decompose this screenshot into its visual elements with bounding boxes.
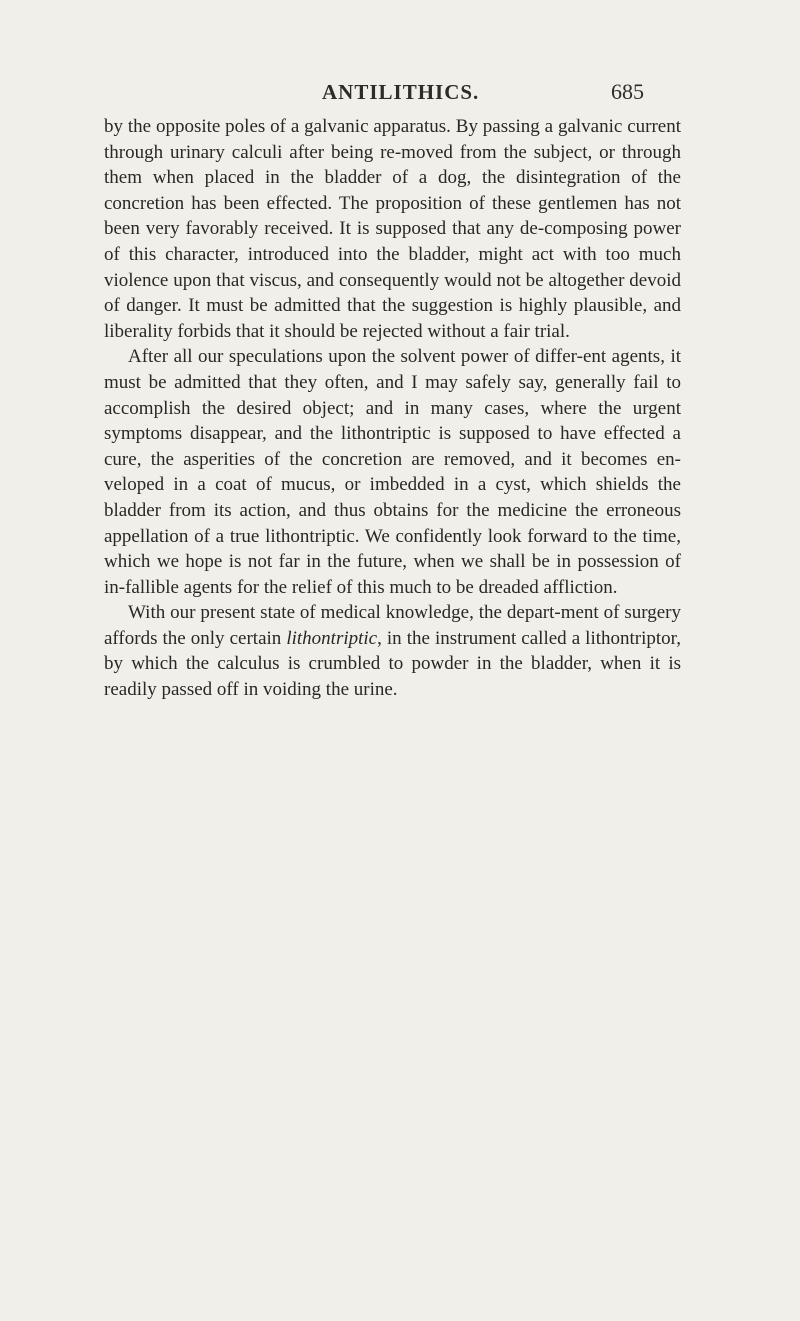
page-number: 685 (611, 79, 644, 104)
paragraph-3 (104, 600, 681, 702)
body-text (104, 114, 681, 703)
paragraph-3-italic-term: lithontriptic (286, 627, 378, 649)
paragraph-3-text-after: , in the instrument called a lithontriptor, by which the calculus is crumbled to powder in the bladder, when it is readily passed off in voiding the urine. (104, 627, 681, 701)
paragraph-1: by the opposite poles of a galvanic apparatus. By passing a galvanic current through urinary calculi after being re-moved from the subject, or through them when placed in the bladder of a dog, the disintegration of the concretion has been effected. The proposition of these gentlemen has not been very favorably received. It is supposed that any de-composing power of this character, introduced into the bladder, might act with too much violence upon that viscus, and consequently would not be altogether devoid of danger. It must be admitted that the suggestion is highly plausible, and liberality forbids that it should be rejected without a fair trial. (104, 116, 681, 342)
running-head: ANTILITHICS. (322, 80, 480, 104)
paragraph-2: After all our speculations upon the solvent power of differ-ent agents, it must be admitted that they often, and I may safely say, generally fail to accomplish the desired object; and in many cases, where the urgent symptoms disappear, and the lithontriptic is supposed to have effected a cure, the asperities of the concretion are removed, and it becomes en-veloped in a coat of mucus, or imbedded in a cyst, which shields the bladder from its action, and thus obtains for the medicine the erroneous appellation of a true lithontriptic. We confidently look forward to the time, which we hope is not far in the future, when we shall be in possession of in-fallible agents for the relief of this much to be dreaded affliction. (104, 346, 681, 598)
paragraph-3-text-before: With our present state of medical knowledge, the depart-ment of surgery affords the only certain (104, 602, 681, 649)
